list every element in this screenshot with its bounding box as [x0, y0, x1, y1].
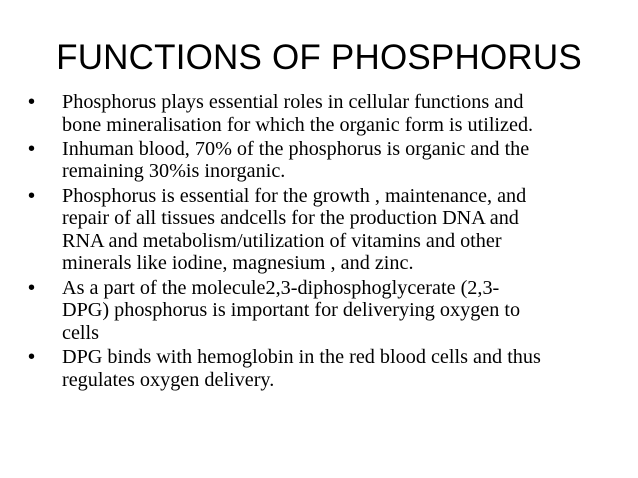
bullet-icon: • — [28, 184, 36, 207]
bullet-item — [26, 138, 616, 183]
bullet-icon: • — [28, 345, 36, 368]
bullet-text-line: DPG) phosphorus is important for deliverying oxygen to — [62, 299, 521, 322]
bullet-text-line: DPG binds with hemoglobin in the red blood cells and thus — [62, 345, 541, 368]
bullet-icon: • — [28, 91, 36, 113]
bullet-text-line: minerals like iodine, magnesium , and zinc. — [62, 252, 414, 275]
bullet-text-line: RNA and metabolism/utilization of vitamins and other — [62, 229, 502, 252]
bullet-text-line: remaining 30%is inorganic. — [62, 160, 286, 183]
bullet-icon: • — [28, 137, 36, 160]
bullet-item — [26, 346, 616, 391]
bullet-item — [26, 185, 616, 275]
bullet-text-line: bone mineralisation for which the organic form is utilized. — [62, 113, 534, 136]
bullet-text-line: As a part of the molecule2,3-diphosphoglycerate (2,3- — [62, 276, 500, 299]
bullet-text-line: Phosphorus is essential for the growth , maintenance, and — [62, 184, 527, 207]
bullet-text-line: regulates oxygen delivery. — [62, 368, 275, 391]
bullet-text-line: Inhuman blood, 70% of the phosphorus is organic and the — [62, 137, 530, 160]
bullet-text-line: cells — [62, 321, 99, 344]
bullet-list — [26, 91, 616, 393]
bullet-text-line: repair of all tissues andcells for the production DNA and — [62, 207, 519, 230]
slide-title: FUNCTIONS OF PHOSPHORUS — [56, 38, 582, 77]
bullet-item — [26, 91, 616, 136]
bullet-icon: • — [28, 276, 36, 299]
bullet-item — [26, 277, 616, 345]
bullet-text-line: Phosphorus plays essential roles in cellular functions and — [62, 91, 524, 113]
